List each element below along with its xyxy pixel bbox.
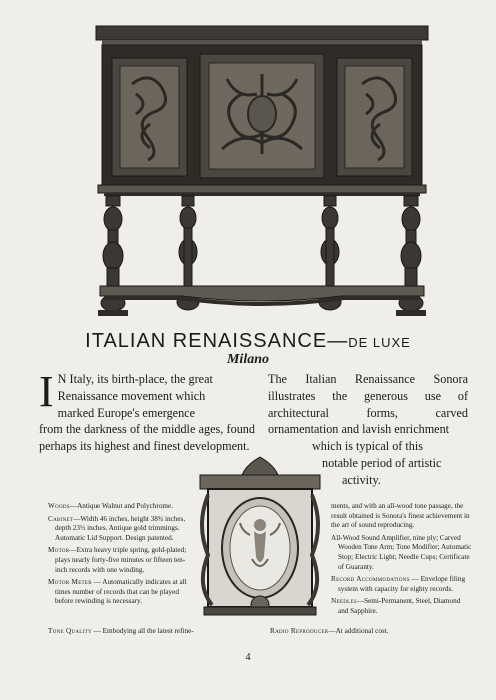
- spec-item: [48, 546, 194, 575]
- product-subtitle: Milano: [226, 352, 269, 367]
- intro-right-text: The Italian Renaissance Sonora illustrates the generous use of architectural forms, carved ornamentation and lavish enrichment: [268, 372, 468, 437]
- intro-left-line2: Renaissance movement which: [57, 388, 206, 403]
- spec-item: [48, 578, 194, 607]
- spec-item: [48, 502, 194, 512]
- medallion-drawing: [194, 455, 326, 620]
- spec-item: [331, 597, 472, 616]
- tone-quality-spec: [48, 627, 194, 635]
- title-dash: —: [327, 330, 349, 352]
- spec-text: — Automatically indicates at all times number of records that can be played before rewinding is necessary.: [55, 578, 187, 606]
- spec-item: [331, 575, 472, 594]
- spec-item: [48, 515, 194, 544]
- radio-reproducer-spec: [270, 627, 389, 635]
- intro-left-line1: N Italy, its birth-place, the great: [57, 372, 213, 386]
- spec-text: ments, and with an all-wood tone passage, the result obtained is Sonora's finest achievement in the art of sound reproducing.: [331, 502, 470, 530]
- spec-text: — Embodying all the latest refine-: [91, 627, 194, 635]
- intro-right-tail2: notable period of artistic: [322, 455, 442, 470]
- title-suffix: DE LUXE: [348, 335, 411, 350]
- drop-cap: I: [39, 367, 54, 416]
- specs-left-column: [48, 502, 194, 610]
- intro-left-rest: from the darkness of the middle ages, found perhaps its highest and finest development.: [39, 422, 255, 454]
- spec-item: [331, 534, 472, 572]
- cabinet-drawing: [92, 24, 432, 324]
- spec-text: —Width 46 inches, height 38¾ inches, depth 23½ inches. Antique gold trimmings. Automatic Lid Support. Design patented.: [55, 514, 186, 542]
- spec-text: —Semi-Permanent, Steel, Diamond and Sapphire.: [338, 597, 461, 615]
- spec-label: Tone Quality: [48, 627, 92, 635]
- spec-text: All-Wood Sound Amplifier, nine ply; Carved Wooden Tone Arm; Tone Modifier; Automatic Stop; Electric Light; Needle Cups; Certificate of Guaranty.: [331, 533, 472, 571]
- spec-text: —At additional cost.: [328, 627, 389, 635]
- intro-right-tail1: which is typical of this: [312, 439, 424, 454]
- intro-left-line3: marked Europe's emergence: [57, 405, 195, 420]
- cabinet-illustration: [92, 24, 432, 324]
- specs-right-column: [331, 502, 472, 620]
- spec-label: Needles: [331, 597, 357, 606]
- intro-right-tail3: activity.: [342, 472, 381, 487]
- spec-label: Record Accommodations: [331, 575, 410, 584]
- spec-label: Radio Reproducer: [270, 627, 329, 635]
- spec-text: — Envelope filing system with capacity for eighty records.: [338, 575, 466, 593]
- intro-left-column: [39, 367, 255, 455]
- product-title: [0, 330, 496, 353]
- spec-label: Cabinet: [48, 514, 74, 523]
- spec-item: [331, 502, 472, 531]
- ornament-medallion: [194, 455, 326, 620]
- spec-text: —Extra heavy triple spring, gold-plated; plays nearly forty-five minutes or fifteen ten-inch records with one winding.: [55, 546, 187, 574]
- page-number: 4: [245, 652, 251, 663]
- spec-label: Motor: [48, 546, 70, 555]
- title-main: ITALIAN RENAISSANCE: [85, 330, 328, 352]
- spec-text: —Antique Walnut and Polychrome.: [69, 502, 173, 510]
- spec-label: Motor Meter: [48, 578, 92, 587]
- bottom-spec-row: [48, 627, 488, 635]
- spec-label: Woods: [48, 502, 70, 510]
